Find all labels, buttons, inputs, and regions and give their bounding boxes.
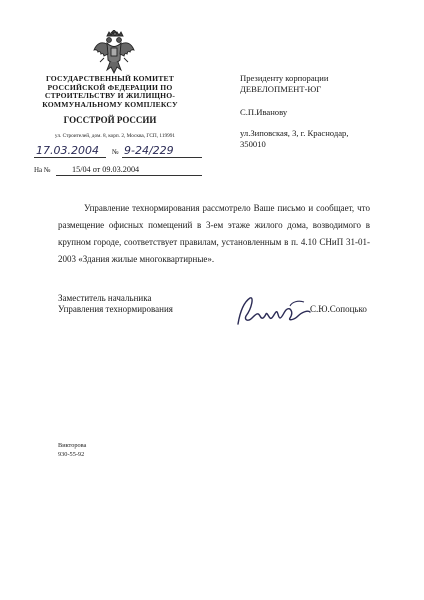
signatory-name: С.Ю.Сопоцько	[310, 304, 367, 314]
organization-name	[30, 75, 190, 109]
executor-name: Викторова	[58, 442, 87, 449]
recipient-title	[240, 73, 328, 94]
letter-body	[58, 200, 370, 268]
registration-number-label: №	[112, 148, 119, 156]
recipient-address	[240, 128, 348, 149]
recipient-name: С.П.Иванову	[240, 107, 288, 117]
org-line: ГОСУДАРСТВЕННЫЙ КОМИТЕТ	[45, 74, 175, 83]
recipient-line: Президенту корпорации	[240, 73, 329, 83]
registration-line	[34, 145, 202, 158]
reference-value: 15/04 от 09.03.2004	[72, 165, 140, 174]
handwritten-signature-icon	[234, 290, 312, 330]
reference-underline	[56, 175, 202, 176]
russian-coat-of-arms-icon	[92, 30, 136, 76]
org-line: СТРОИТЕЛЬСТВУ И ЖИЛИЩНО-	[44, 91, 176, 101]
org-line: РОССИЙСКОЙ ФЕДЕРАЦИИ ПО	[47, 82, 173, 92]
organization-address: ул. Строителей, дом. 8, корп. 2, Москва, ГСП, 119991	[54, 133, 176, 139]
reference-label: На №	[34, 166, 51, 174]
reference-line	[34, 163, 202, 176]
org-line: КОММУНАЛЬНОМУ КОМПЛЕКСУ	[42, 99, 178, 109]
executor-phone: 930-55-92	[58, 451, 85, 458]
signatory-position	[58, 293, 173, 315]
position-line: Заместитель начальника	[58, 293, 152, 303]
organization-short-name: ГОССТРОЙ РОССИИ	[63, 115, 157, 125]
recipient-address-line: ул.Зиповская, 3, г. Краснодар,	[240, 128, 349, 138]
registration-date: 17.03.2004	[36, 144, 99, 157]
date-underline	[34, 157, 106, 158]
letter-paragraph: Управление технормирования рассмотрело Ваше письмо и сообщает, что размещение офисных помещений в 3-ем этаже жилого дома, возводимого в крупном городе, соответствует правилам, установленным в п. 4.10 СНиП 31-01-2003 «Здания жилые многоквартирные».	[58, 203, 370, 264]
recipient-postcode: 350010	[240, 138, 266, 149]
registration-number: 9-24/229	[124, 144, 174, 157]
number-underline	[122, 157, 202, 158]
position-line: Управления технормирования	[58, 304, 173, 314]
recipient-company: ДЕВЕЛОПМЕНТ-ЮГ	[240, 83, 322, 94]
